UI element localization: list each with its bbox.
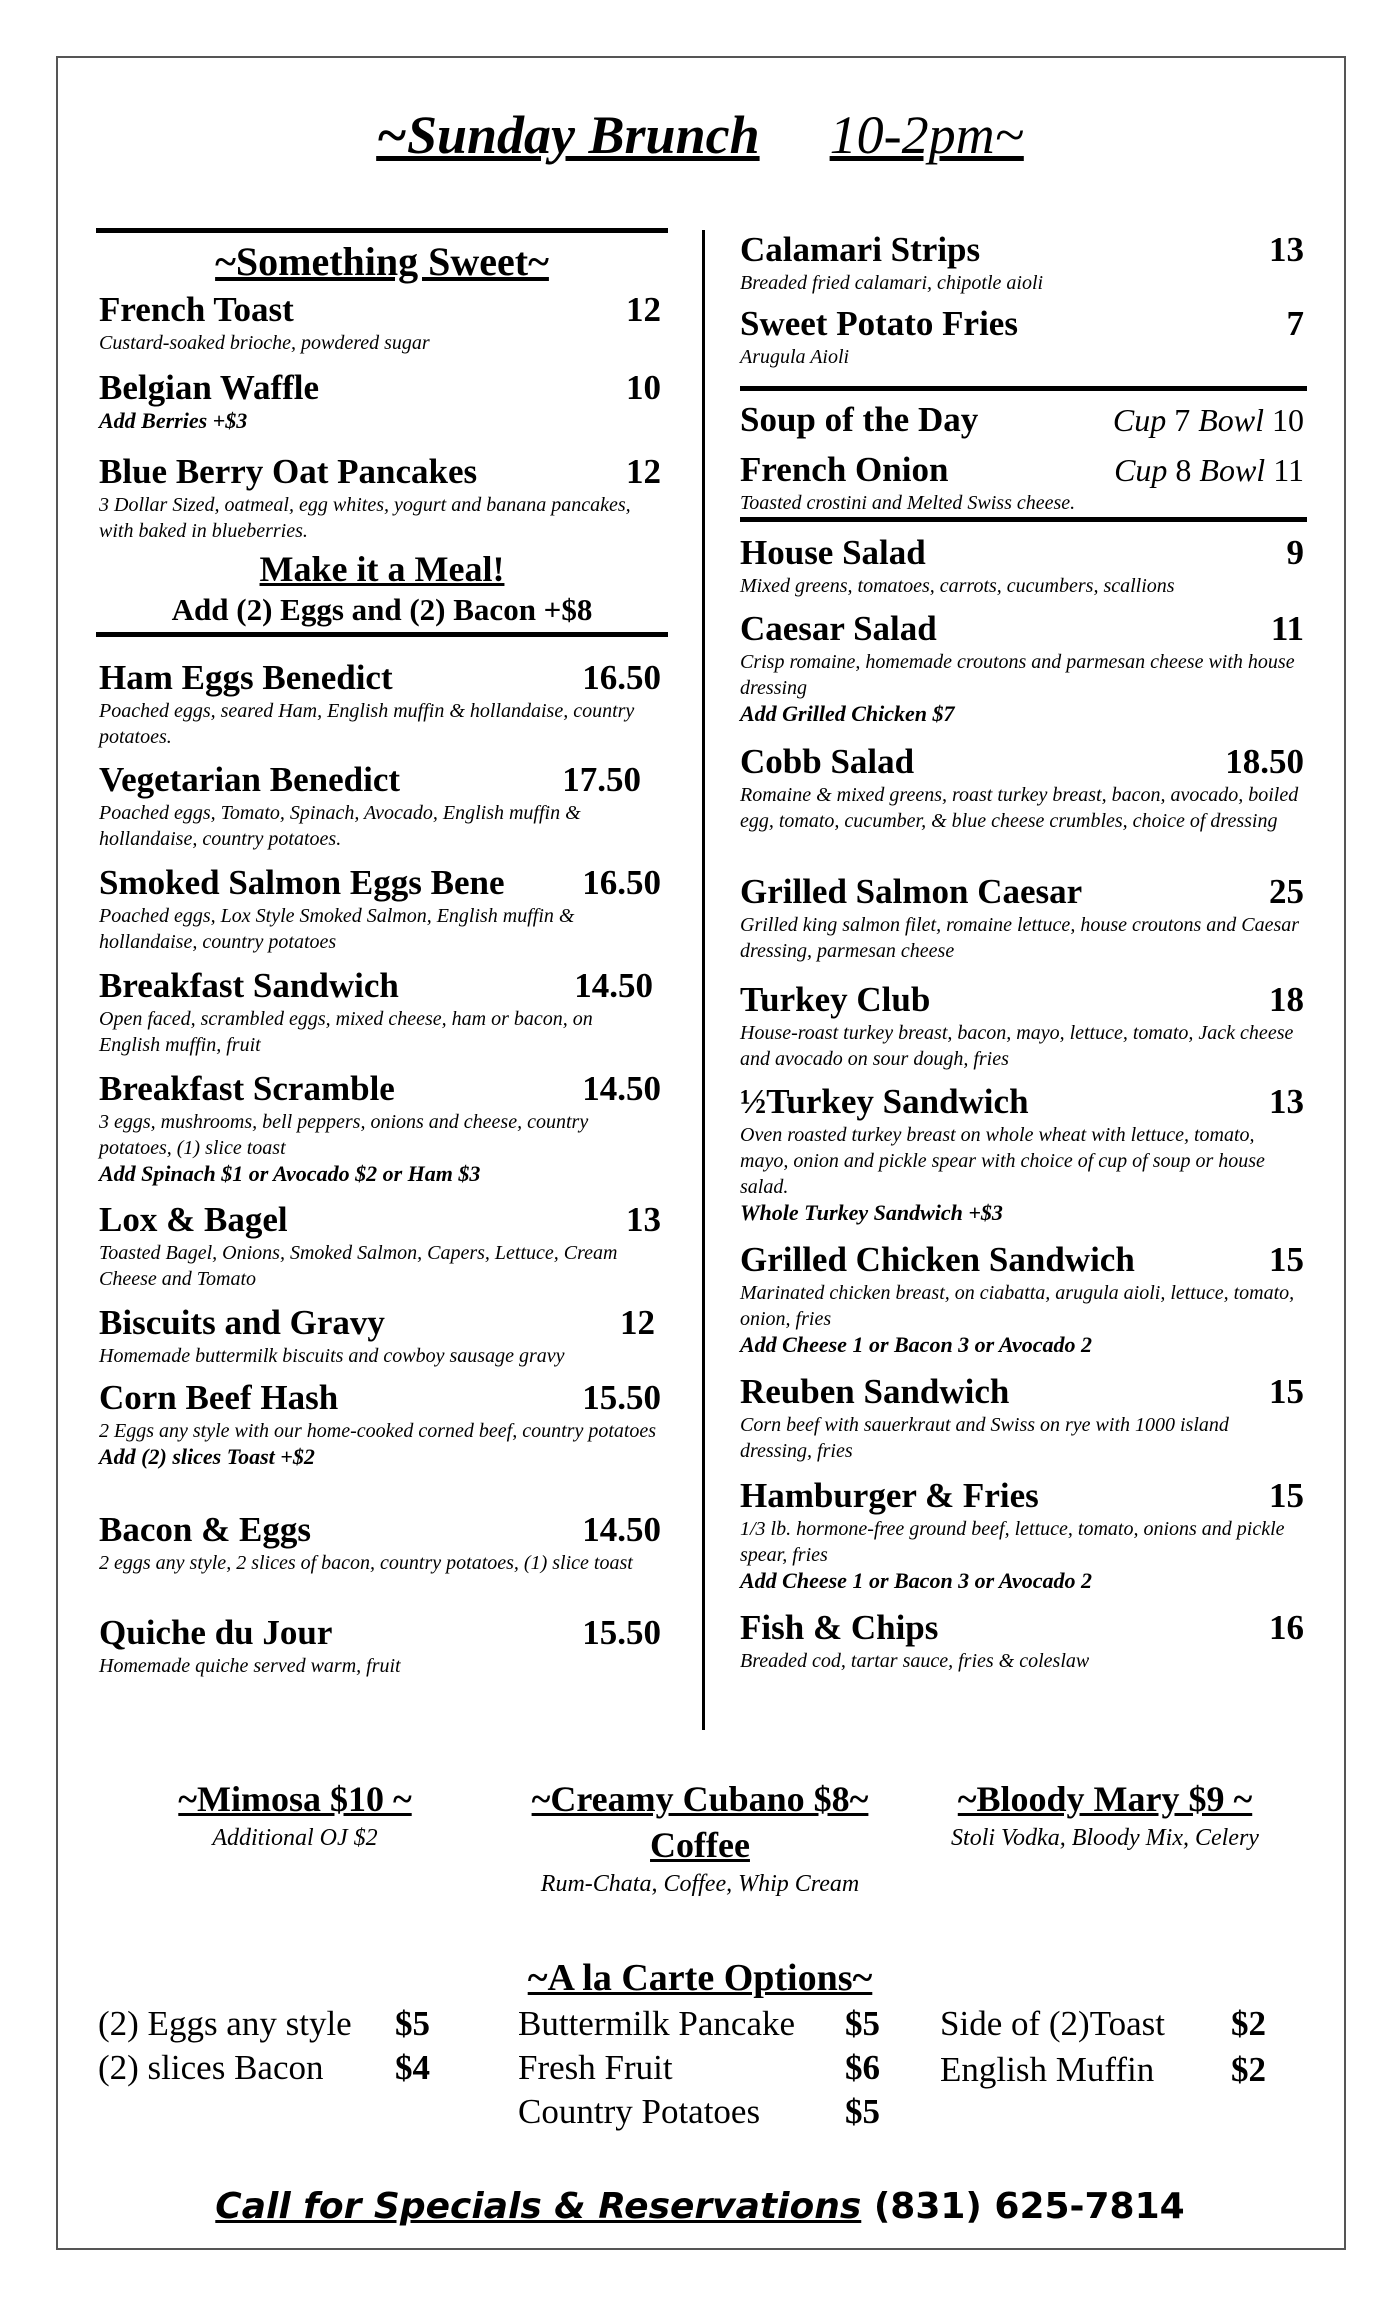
item-desc: Homemade buttermilk biscuits and cowboy sausage gravy <box>99 1345 565 1367</box>
item-price: 13 <box>1269 1082 1304 1121</box>
phone-number[interactable]: (831) 625-7814 <box>873 2186 1185 2227</box>
rule-soup-bottom <box>740 517 1307 522</box>
alacarte-name: Side of (2)Toast <box>940 2004 1166 2043</box>
menu-item <box>740 533 1304 599</box>
item-desc: Arugula Aioli <box>740 346 850 368</box>
item-name: Bacon & Eggs <box>99 1510 311 1549</box>
menu-item <box>99 658 661 750</box>
item-price: 16.50 <box>582 863 661 902</box>
item-name: Biscuits and Gravy <box>99 1303 385 1342</box>
item-price: 14.50 <box>582 1069 661 1108</box>
item-price: 7 <box>1286 304 1304 343</box>
alacarte-price: $4 <box>395 2048 430 2087</box>
section-heading-sweet: ~Something Sweet~ <box>215 239 549 284</box>
drink-creamy-cubano <box>495 1776 905 1900</box>
alacarte-item <box>940 2002 1266 2046</box>
alacarte-name: Buttermilk Pancake <box>518 2004 796 2043</box>
drink-name: ~Mimosa $10 ~ <box>178 1779 412 1819</box>
alacarte-price: $6 <box>845 2048 880 2087</box>
drink-mimosa <box>130 1776 460 1854</box>
menu-item <box>99 452 661 544</box>
soup-item <box>740 400 1304 440</box>
item-extra: Add Grilled Chicken $7 <box>740 701 955 726</box>
item-desc: Breaded cod, tartar sauce, fries & coleslaw <box>740 1650 1090 1672</box>
item-extra: Add Berries +$3 <box>99 408 248 433</box>
item-price: 15 <box>1269 1240 1304 1279</box>
drink-desc: Additional OJ $2 <box>212 1825 378 1851</box>
menu-item <box>740 1476 1304 1594</box>
menu-title <box>0 104 1400 166</box>
menu-item <box>99 290 661 356</box>
alacarte-item <box>98 2046 430 2090</box>
item-desc: House-roast turkey breast, bacon, mayo, lettuce, tomato, Jack cheese and avocado on sour dough, fries <box>740 1022 1294 1070</box>
item-desc: 2 Eggs any style with our home-cooked corned beef, country potatoes <box>99 1420 657 1442</box>
item-desc: Corn beef with sauerkraut and Swiss on rye with 1000 island dressing, fries <box>740 1414 1229 1462</box>
rule-top-left <box>96 228 668 233</box>
item-desc: Romaine & mixed greens, roast turkey breast, bacon, avocado, boiled egg, tomato, cucumber, & blue cheese crumbles, choice of dressing <box>740 784 1299 832</box>
item-price: 14.50 <box>582 1510 661 1549</box>
alacarte-item <box>518 2002 880 2046</box>
item-price: 15 <box>1269 1476 1304 1515</box>
menu-item <box>740 230 1304 296</box>
item-desc: Marinated chicken breast, on ciabatta, arugula aioli, lettuce, tomato, onion, fries <box>740 1282 1295 1330</box>
item-extra: Add Cheese 1 or Bacon 3 or Avocado 2 <box>740 1332 1092 1357</box>
alacarte-item <box>98 2002 430 2046</box>
menu-item <box>99 1069 661 1187</box>
item-desc: Poached eggs, Lox Style Smoked Salmon, English muffin & hollandaise, country potatoes <box>99 905 575 953</box>
item-extra: Add Spinach $1 or Avocado $2 or Ham $3 <box>99 1161 481 1186</box>
item-price: 13 <box>626 1200 661 1239</box>
item-price: 15.50 <box>582 1378 661 1417</box>
item-desc: 1/3 lb. hormone-free ground beef, lettuce, tomato, onions and pickle spear, fries <box>740 1518 1285 1566</box>
alacarte-heading: ~A la Carte Options~ <box>527 1957 873 1999</box>
rule-meal <box>96 632 668 637</box>
item-desc: Grilled king salmon filet, romaine lettuce, house croutons and Caesar dressing, parmesan cheese <box>740 914 1300 962</box>
item-name: Caesar Salad <box>740 609 937 648</box>
drink-name: ~Creamy Cubano $8~ <box>531 1779 869 1819</box>
item-price: Cup 8 Bowl 11 <box>1114 452 1304 488</box>
title-hours: 10-2pm~ <box>829 105 1024 165</box>
item-desc: Custard-soaked brioche, powdered sugar <box>99 332 430 354</box>
item-name: French Onion <box>740 450 949 489</box>
item-extra: Whole Turkey Sandwich +$3 <box>740 1200 1003 1225</box>
item-price: 17.50 <box>562 760 641 799</box>
item-name: Reuben Sandwich <box>740 1372 1010 1411</box>
item-name: French Toast <box>99 290 294 329</box>
alacarte-item <box>940 2048 1266 2092</box>
menu-item <box>99 1200 661 1292</box>
menu-item <box>99 1613 661 1679</box>
menu-item <box>740 1240 1304 1358</box>
item-name: Sweet Potato Fries <box>740 304 1018 343</box>
footer <box>0 2186 1400 2227</box>
item-name: House Salad <box>740 533 926 572</box>
alacarte-item <box>518 2046 880 2090</box>
item-price: 12 <box>626 452 661 491</box>
item-price: 14.50 <box>574 966 653 1005</box>
item-desc: Toasted Bagel, Onions, Smoked Salmon, Capers, Lettuce, Cream Cheese and Tomato <box>99 1242 618 1290</box>
menu-item <box>99 863 661 955</box>
item-name: Calamari Strips <box>740 230 981 269</box>
item-name: Cobb Salad <box>740 742 915 781</box>
alacarte-name: Country Potatoes <box>518 2092 761 2131</box>
item-extra: Add (2) slices Toast +$2 <box>99 1444 315 1469</box>
item-name: ½Turkey Sandwich <box>740 1082 1029 1121</box>
menu-item <box>740 1608 1304 1674</box>
item-price: 18.50 <box>1225 742 1304 781</box>
alacarte-price: $5 <box>395 2004 430 2043</box>
drink-name-line2: Coffee <box>650 1825 750 1865</box>
item-price: Cup 7 Bowl 10 <box>1112 402 1304 438</box>
item-name: Lox & Bagel <box>99 1200 288 1239</box>
meal-text: Add (2) Eggs and (2) Bacon +$8 <box>171 592 593 627</box>
item-desc: 3 Dollar Sized, oatmeal, egg whites, yogurt and banana pancakes, with baked in blueberries. <box>99 494 631 542</box>
item-name: Blue Berry Oat Pancakes <box>99 452 478 491</box>
item-name: Corn Beef Hash <box>99 1378 339 1417</box>
item-desc: Poached eggs, Tomato, Spinach, Avocado, English muffin & hollandaise, country potatoes. <box>99 802 581 850</box>
item-desc: Breaded fried calamari, chipotle aioli <box>740 272 1044 294</box>
alacarte-price: $5 <box>845 2092 880 2131</box>
item-desc: Toasted crostini and Melted Swiss cheese. <box>740 492 1076 514</box>
menu-item <box>740 1082 1304 1226</box>
alacarte-name: (2) slices Bacon <box>98 2048 324 2087</box>
alacarte-name: (2) Eggs any style <box>98 2004 352 2043</box>
alacarte-price: $2 <box>1231 2050 1266 2089</box>
item-name: Grilled Salmon Caesar <box>740 872 1083 911</box>
alacarte-price: $5 <box>845 2004 880 2043</box>
item-price: 13 <box>1269 230 1304 269</box>
menu-item <box>99 1510 661 1576</box>
meal-heading: Make it a Meal! <box>259 549 505 589</box>
item-name: Fish & Chips <box>740 1608 939 1647</box>
item-price: 11 <box>1270 609 1304 648</box>
item-desc: Mixed greens, tomatoes, carrots, cucumbers, scallions <box>740 575 1175 597</box>
item-price: 25 <box>1269 872 1304 911</box>
drink-desc: Stoli Vodka, Bloody Mix, Celery <box>951 1825 1259 1851</box>
specials-reservations-link[interactable]: Call for Specials & Reservations <box>215 2186 862 2227</box>
menu-item <box>99 1378 661 1470</box>
item-desc: Poached eggs, seared Ham, English muffin & hollandaise, country potatoes. <box>99 700 635 748</box>
soup-item <box>740 450 1304 516</box>
menu-item <box>740 609 1304 727</box>
rule-soup-top <box>740 386 1307 391</box>
item-desc: 2 eggs any style, 2 slices of bacon, country potatoes, (1) slice toast <box>99 1552 633 1574</box>
column-divider <box>702 230 705 1730</box>
item-desc: Oven roasted turkey breast on whole wheat with lettuce, tomato, mayo, onion and pickle spear with choice of cup of soup or house salad. <box>740 1124 1265 1198</box>
item-extra: Add Cheese 1 or Bacon 3 or Avocado 2 <box>740 1568 1092 1593</box>
menu-item <box>99 760 641 852</box>
drink-name: ~Bloody Mary $9 ~ <box>957 1779 1253 1819</box>
item-desc: 3 eggs, mushrooms, bell peppers, onions and cheese, country potatoes, (1) slice toast <box>99 1111 589 1159</box>
item-name: Grilled Chicken Sandwich <box>740 1240 1135 1279</box>
menu-item <box>740 742 1304 834</box>
item-name: Belgian Waffle <box>99 368 320 407</box>
item-name: Smoked Salmon Eggs Bene <box>99 863 505 902</box>
item-price: 10 <box>626 368 661 407</box>
menu-item <box>740 872 1304 964</box>
menu-item <box>740 304 1304 370</box>
item-price: 16 <box>1269 1608 1304 1647</box>
menu-item <box>99 368 661 434</box>
item-price: 15 <box>1269 1372 1304 1411</box>
item-desc: Open faced, scrambled eggs, mixed cheese, ham or bacon, on English muffin, fruit <box>99 1008 593 1056</box>
menu-item <box>740 980 1304 1072</box>
item-price: 15.50 <box>582 1613 661 1652</box>
item-name: Soup of the Day <box>740 400 979 439</box>
item-name: Turkey Club <box>740 980 931 1019</box>
item-name: Quiche du Jour <box>99 1613 333 1652</box>
item-desc: Homemade quiche served warm, fruit <box>99 1655 401 1677</box>
item-name: Ham Eggs Benedict <box>99 658 393 697</box>
item-desc: Crisp romaine, homemade croutons and parmesan cheese with house dressing <box>740 651 1295 699</box>
item-price: 18 <box>1269 980 1304 1019</box>
alacarte-name: English Muffin <box>940 2050 1155 2089</box>
item-price: 16.50 <box>582 658 661 697</box>
item-name: Hamburger & Fries <box>740 1476 1039 1515</box>
item-price: 12 <box>626 290 661 329</box>
item-name: Breakfast Scramble <box>99 1069 395 1108</box>
menu-item <box>99 1303 655 1369</box>
drink-desc: Rum-Chata, Coffee, Whip Cream <box>540 1871 860 1897</box>
alacarte-price: $2 <box>1231 2004 1266 2043</box>
drink-bloody-mary <box>915 1776 1295 1854</box>
item-price: 9 <box>1286 533 1304 572</box>
item-price: 12 <box>620 1303 655 1342</box>
alacarte-name: Fresh Fruit <box>518 2048 673 2087</box>
alacarte-item <box>518 2090 880 2134</box>
title-main: ~Sunday Brunch <box>376 105 760 165</box>
menu-item <box>740 1372 1304 1464</box>
item-name: Breakfast Sandwich <box>99 966 399 1005</box>
item-name: Vegetarian Benedict <box>99 760 401 799</box>
menu-item <box>99 966 653 1058</box>
